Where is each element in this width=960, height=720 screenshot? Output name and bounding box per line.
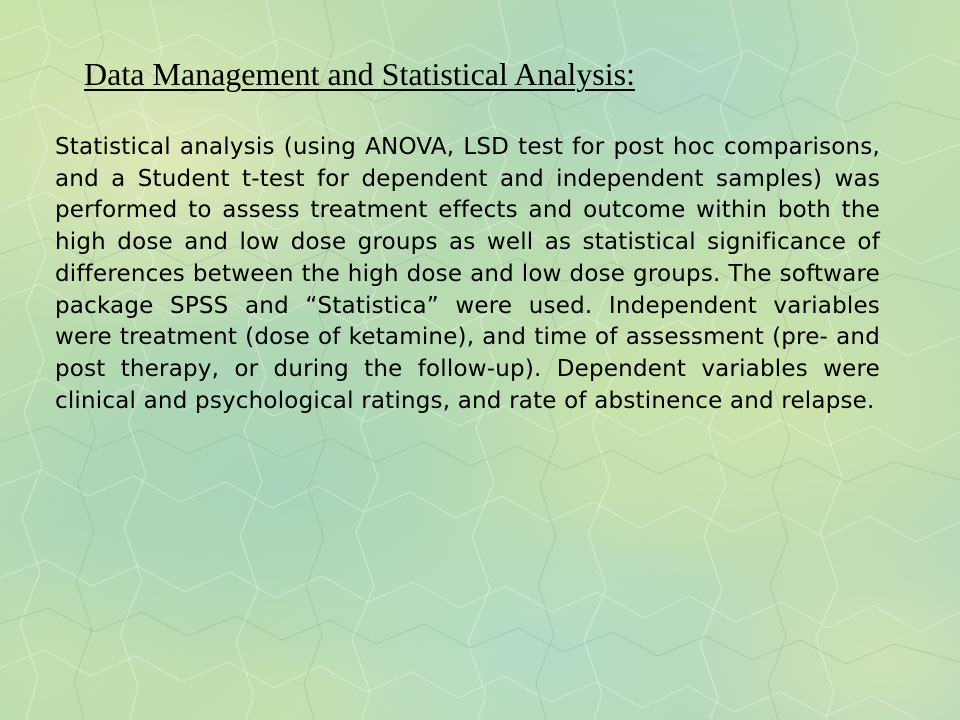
slide-title: Data Management and Statistical Analysis:: [84, 56, 635, 92]
body-paragraph: Statistical analysis (using ANOVA, LSD test for post hoc comparisons, and a Student t-test for dependent and independent samples) was performed to assess treatment effects and outcome within both the high dose and low dose groups as well as statistical significance of differences between the high dose and low dose groups. The software package SPSS and “Statistica” were used. Independent variables were treatment (dose of ketamine), and time of assessment (pre- and post therapy, or during the follow-up). Dependent variables were clinical and psychological ratings, and rate of abstinence and relapse.: [55, 134, 880, 414]
